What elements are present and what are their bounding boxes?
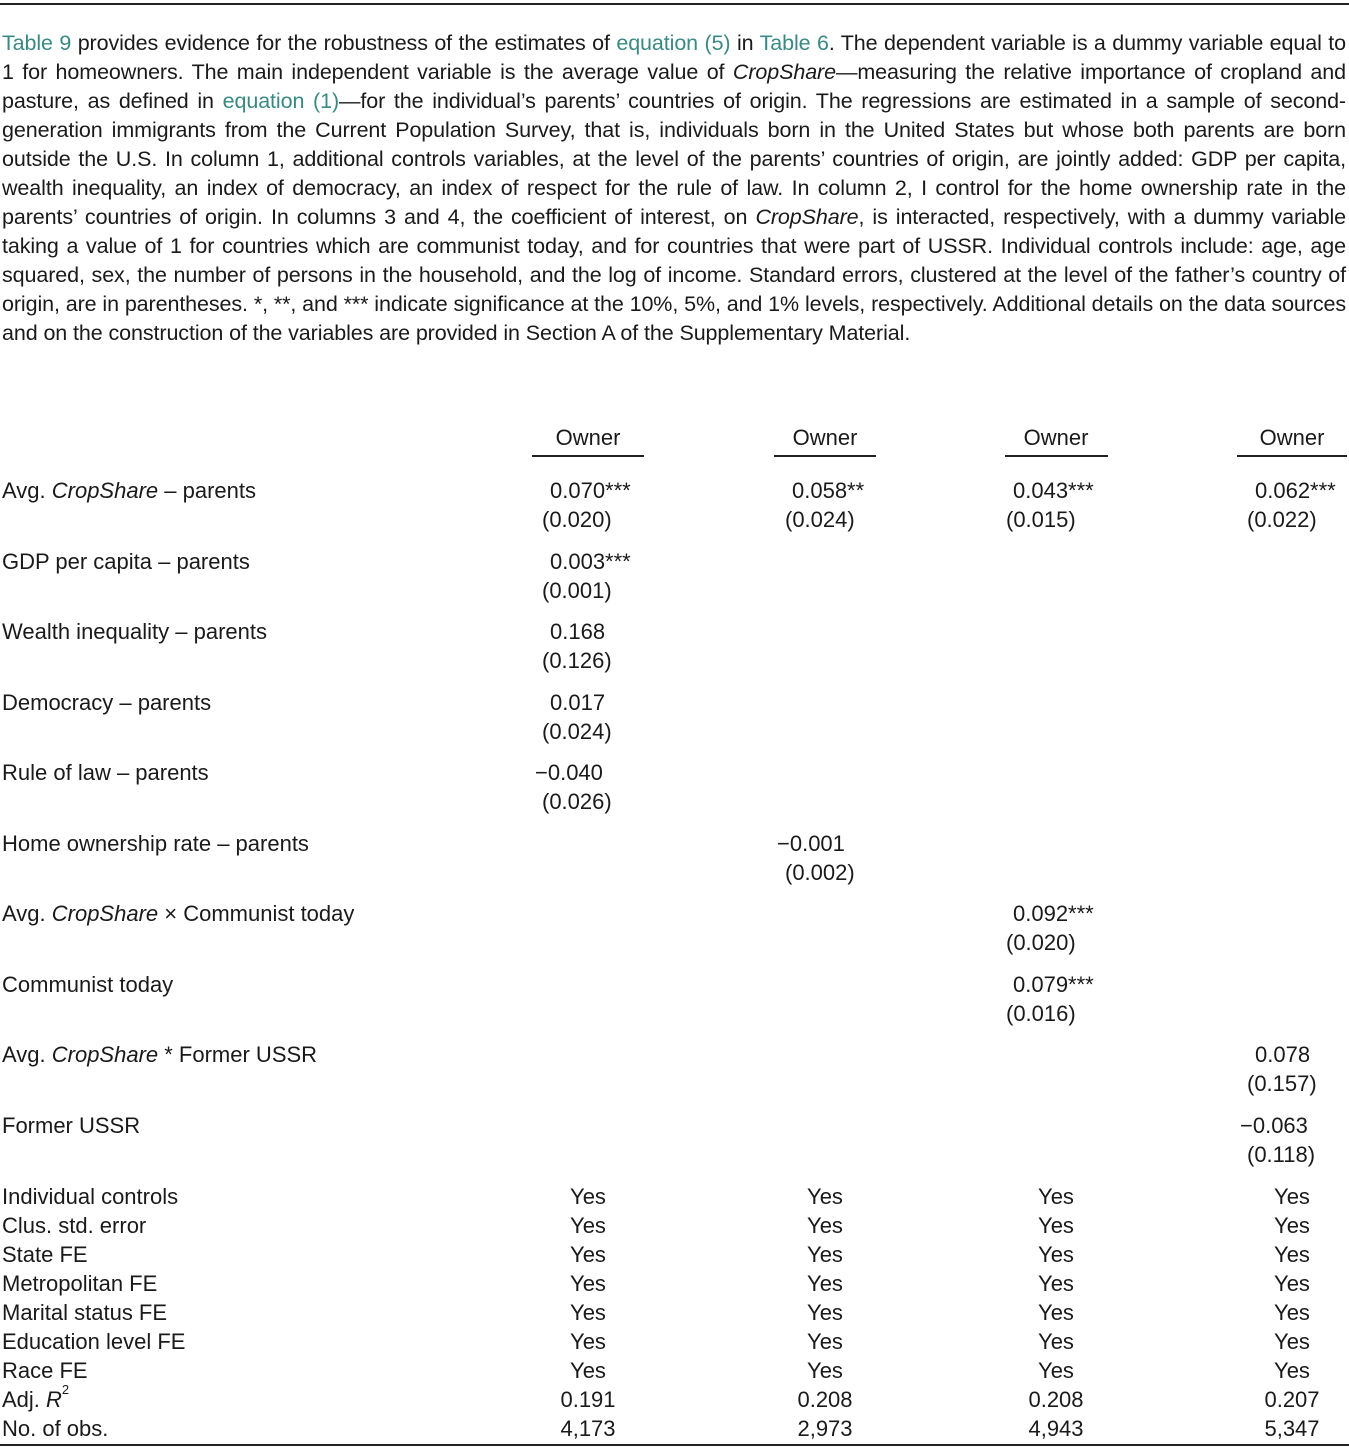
- control-row-label: State FE: [2, 1242, 88, 1267]
- column-header-4: Owner: [1259, 425, 1325, 450]
- control-cell: Yes: [1038, 1184, 1074, 1209]
- adj-r2-cell: 0.208: [1028, 1387, 1084, 1412]
- std-error-cell: (0.002): [785, 860, 855, 885]
- control-cell: Yes: [570, 1300, 606, 1325]
- std-error-cell: (0.020): [542, 507, 612, 532]
- column-header-rule: [1237, 455, 1347, 457]
- control-cell: Yes: [1038, 1242, 1074, 1267]
- row-label: [2, 476, 256, 505]
- row-label-text: Wealth inequality – parents: [2, 619, 267, 644]
- bottom-rule: [0, 1444, 1349, 1446]
- control-cell: Yes: [1038, 1329, 1074, 1354]
- caption-text-4: —measuring the relative importance of cropland and pasture, as defined in: [2, 60, 1346, 113]
- adj-r2-cell: 0.191: [560, 1387, 616, 1412]
- coefficient-cell: −0.001: [777, 831, 845, 856]
- coefficient-cell: −0.063: [1240, 1113, 1308, 1138]
- control-cell: Yes: [1274, 1300, 1310, 1325]
- link-equation5[interactable]: equation (5): [616, 31, 731, 55]
- top-rule: [0, 3, 1349, 5]
- caption-text-2: in: [730, 31, 760, 55]
- std-error-cell: (0.026): [542, 789, 612, 814]
- nobs-cell: 5,347: [1264, 1416, 1320, 1441]
- control-cell: Yes: [1274, 1213, 1310, 1238]
- coefficient-cell: 0.070***: [550, 478, 631, 503]
- control-cell: Yes: [1274, 1329, 1310, 1354]
- row-label-text: Former USSR: [2, 1113, 141, 1138]
- control-cell: Yes: [570, 1358, 606, 1383]
- nobs-cell: 4,943: [1028, 1416, 1084, 1441]
- control-cell: Yes: [807, 1300, 843, 1325]
- row-label-suffix: * Former USSR: [158, 1042, 318, 1067]
- control-cell: Yes: [570, 1213, 606, 1238]
- control-cell: Yes: [1038, 1300, 1074, 1325]
- std-error-cell: (0.024): [542, 719, 612, 744]
- std-error-cell: (0.157): [1247, 1071, 1317, 1096]
- adj-r2-label-text: Adj.: [2, 1387, 47, 1412]
- row-label-text: Rule of law – parents: [2, 760, 209, 785]
- coefficient-cell: 0.062***: [1255, 478, 1336, 503]
- caption-text-6: , is interacted, respectively, with a dummy variable taking a value of 1 for countries which are communist today, and for countries that were part of USSR. Individual controls include: age, age squared, sex, the number of persons in the household, and the log of income. Standard errors, clustered at the level of the father’s country of origin, are in parentheses. *, **, and *** indicate significance at the 10%, 5%, and 1% levels, respectively. Additional details on the data sources and on the construction of the variables are provided in Section A of the Supplementary Material.: [2, 205, 1346, 345]
- row-label-text: Avg.: [2, 1042, 52, 1067]
- adj-r2-cell: 0.207: [1264, 1387, 1320, 1412]
- row-label-text: Democracy – parents: [2, 690, 212, 715]
- control-cell: Yes: [807, 1242, 843, 1267]
- coefficient-cell: 0.168: [550, 619, 606, 644]
- nobs-cell: 2,973: [797, 1416, 853, 1441]
- caption-text-1: provides evidence for the robustness of the estimates of: [71, 31, 617, 55]
- row-label-suffix: – parents: [158, 478, 256, 503]
- std-error-cell: (0.020): [1006, 930, 1076, 955]
- std-error-cell: (0.118): [1247, 1142, 1316, 1167]
- control-cell: Yes: [807, 1358, 843, 1383]
- row-label-text: Avg.: [2, 901, 52, 926]
- std-error-cell: (0.001): [542, 578, 612, 603]
- column-header-3: Owner: [1023, 425, 1089, 450]
- coefficient-cell: 0.079***: [1013, 972, 1094, 997]
- control-cell: Yes: [570, 1184, 606, 1209]
- row-label-variable: CropShare: [51, 901, 159, 926]
- adj-r2-label: [2, 1382, 70, 1414]
- row-label: [2, 970, 173, 999]
- control-row-label: Marital status FE: [2, 1300, 168, 1325]
- row-label-text: GDP per capita – parents: [2, 549, 250, 574]
- control-row-label: Clus. std. error: [2, 1213, 147, 1238]
- row-label-suffix: × Communist today: [158, 901, 355, 926]
- row-label: [2, 688, 211, 717]
- row-label-variable: CropShare: [51, 478, 159, 503]
- link-table9[interactable]: Table 9: [2, 31, 72, 55]
- std-error-cell: (0.016): [1006, 1001, 1076, 1026]
- adj-r2-symbol: R: [46, 1387, 62, 1412]
- column-header-2: Owner: [792, 425, 858, 450]
- std-error-cell: (0.024): [785, 507, 855, 532]
- control-cell: Yes: [807, 1184, 843, 1209]
- caption-text-5: —for the individual’s parents’ countries of origin. The regressions are estimated in a sample of second-generation immigrants from the Current Population Survey, that is, individuals born in the United States but whose both parents are born outside the U.S. In column 1, additional controls variables, at the level of the parents’ countries of origin, are jointly added: GDP per capita, wealth inequality, an index of democracy, an index of respect for the rule of law. In column 2, I control for the home ownership rate in the parents’ countries of origin. In columns 3 and 4, the coefficient of interest, on: [2, 89, 1346, 229]
- coefficient-cell: 0.003***: [550, 549, 631, 574]
- control-cell: Yes: [570, 1271, 606, 1296]
- control-cell: Yes: [1274, 1242, 1310, 1267]
- control-row-label: Metropolitan FE: [2, 1271, 158, 1296]
- row-label-variable: CropShare: [51, 1042, 159, 1067]
- row-label: [2, 829, 309, 858]
- row-label: [2, 758, 209, 787]
- control-cell: Yes: [570, 1242, 606, 1267]
- coefficient-cell: 0.092***: [1013, 901, 1094, 926]
- coefficient-cell: 0.078: [1255, 1042, 1311, 1067]
- row-label-text: Communist today: [2, 972, 174, 997]
- caption-cropshare-2: CropShare: [755, 205, 859, 229]
- coefficient-cell: 0.058**: [792, 478, 865, 503]
- caption-text-3: . The dependent variable is a dummy variable equal to 1 for homeowners. The main independent variable is the average value of: [2, 31, 1346, 84]
- control-cell: Yes: [807, 1329, 843, 1354]
- control-cell: Yes: [1038, 1213, 1074, 1238]
- adj-r2-superscript: 2: [61, 1382, 70, 1397]
- adj-r2-cell: 0.208: [797, 1387, 853, 1412]
- control-cell: Yes: [1274, 1271, 1310, 1296]
- coefficient-cell: 0.043***: [1013, 478, 1094, 503]
- column-header-rule: [1005, 455, 1108, 457]
- control-row-label: Individual controls: [2, 1184, 179, 1209]
- control-cell: Yes: [1038, 1358, 1074, 1383]
- control-cell: Yes: [1274, 1184, 1310, 1209]
- column-header-1: Owner: [555, 425, 621, 450]
- link-table6[interactable]: Table 6: [759, 31, 829, 55]
- control-cell: Yes: [807, 1213, 843, 1238]
- row-label-text: Home ownership rate – parents: [2, 831, 309, 856]
- caption-cropshare-1: CropShare: [732, 60, 836, 84]
- nobs-label: No. of obs.: [2, 1416, 109, 1441]
- row-label: [2, 547, 250, 576]
- std-error-cell: (0.015): [1006, 507, 1076, 532]
- row-label: [2, 1040, 317, 1069]
- std-error-cell: (0.022): [1247, 507, 1317, 532]
- control-cell: Yes: [570, 1329, 606, 1354]
- control-row-label: Education level FE: [2, 1329, 186, 1354]
- control-cell: Yes: [1038, 1271, 1074, 1296]
- control-cell: Yes: [807, 1271, 843, 1296]
- link-equation1[interactable]: equation (1): [222, 89, 340, 113]
- std-error-cell: (0.126): [542, 648, 612, 673]
- row-label: [2, 899, 354, 928]
- nobs-cell: 4,173: [560, 1416, 616, 1441]
- row-label: [2, 1111, 140, 1140]
- table-caption: [2, 29, 1346, 348]
- row-label-text: Avg.: [2, 478, 52, 503]
- column-header-rule: [532, 455, 644, 457]
- coefficient-cell: 0.017: [550, 690, 606, 715]
- column-header-rule: [774, 455, 876, 457]
- control-row-label: Race FE: [2, 1358, 88, 1383]
- control-cell: Yes: [1274, 1358, 1310, 1383]
- coefficient-cell: −0.040: [535, 760, 603, 785]
- row-label: [2, 617, 267, 646]
